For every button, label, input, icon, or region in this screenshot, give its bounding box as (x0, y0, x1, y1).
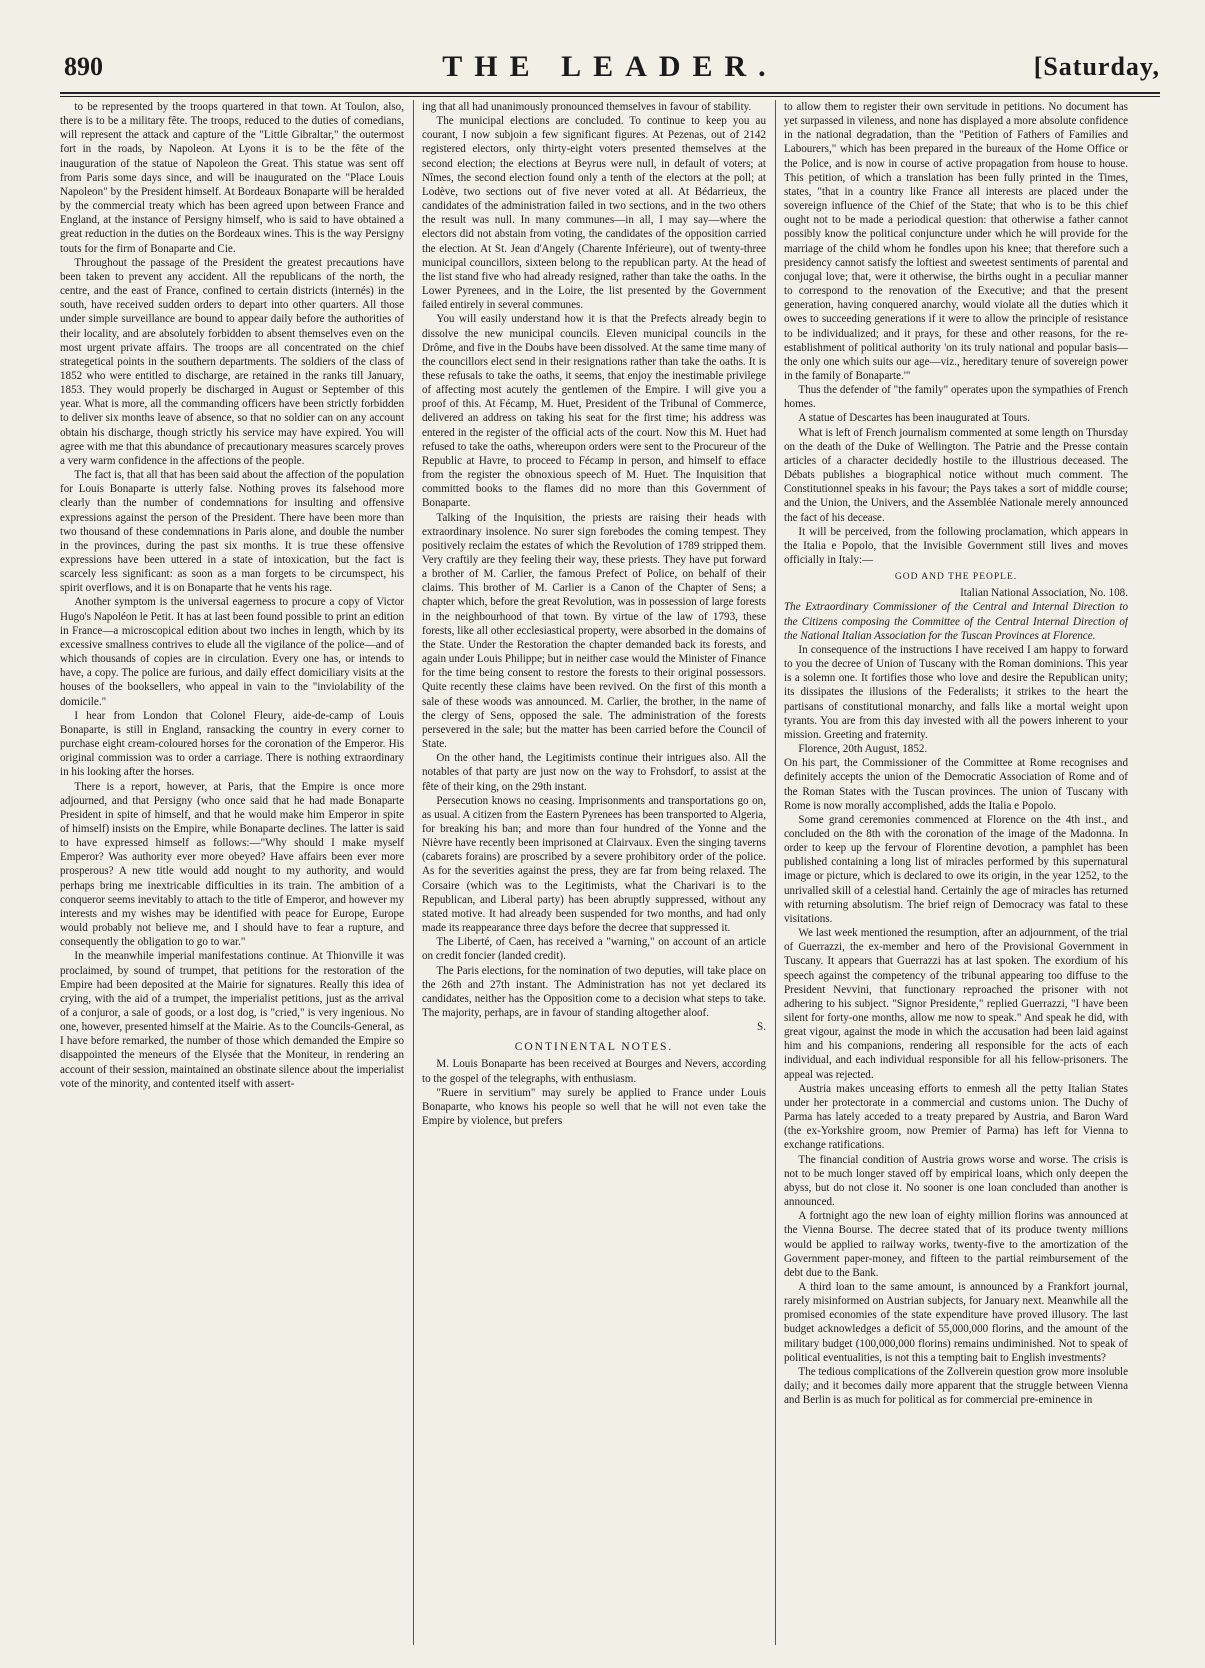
paragraph: Thus the defender of "the family" operates upon the sympathies of French homes. (784, 384, 1128, 411)
masthead (60, 48, 1160, 88)
paragraph: You will easily understand how it is that the Prefects already begin to dissolve the new municipal councils. Eleven municipal councils in the Drôme, and five in the Doubs have been dissolved. At the same time many of the councillors elect send in their resignations rather than take the oaths. It is these refusals to take the oaths, it seems, that enjoy the inestimable privilege of affecting most acutely the gentlemen of the Empire. I will give you a proof of this. At Fécamp, M. Huet, President of the Tribunal of Commerce, delivered an address on taking his seat for the first time; his address was entered in the register of the official acts of the court. Now this M. Huet had refused to take the oaths, whereupon orders were sent to the Procureur of the Republic at Havre, to proceed to Fécamp in person, and himself to efface from the register the obnoxious speech of M. Huet. The Inquisition that committed books to the flames did no more than this Government of Bonaparte. (422, 313, 766, 510)
column-1 (60, 100, 404, 1645)
paragraph: It will be perceived, from the following proclamation, which appears in the Italia e Popolo, that the Invisible Government still lives and moves officially in Italy:— (784, 525, 1128, 566)
paragraph: On his part, the Commissioner of the Committee at Rome recognises and definitely accepts the union of the Democratic Association of Rome and of the Roman States with the Tuscan provinces. The union of Tuscany with Rome is now morally accomplished, adds the Italia e Popolo. (784, 757, 1128, 812)
proclamation-direction: The Extraordinary Commissioner of the Central and Internal Direction to the Citizens composing the Committee of the Central Internal Direction of the National Italian Association for the Tuscan Provinces at Florence. (784, 601, 1128, 642)
header-rule (60, 92, 1160, 94)
paragraph: There is a report, however, at Paris, that the Empire is once more adjourned, and that Persigny (who once said that he had made Bonaparte President in spite of himself, and that he would make him Emperor in spite of himself) insists on the Empire, while Bonaparte declines. The latter is said to have expressed himself as follows:—"Why should I make myself Emperor? Was authority ever more obeyed? Have affairs been ever more prosperous? A new title would add nought to my authority, and would perhaps bring me inextricable difficulties in its train. The ambition of a conqueror seems inevitably to attach to the title of Emperor, and however my interests and my wishes may be identified with peace for Europe, Europe would probably not believe me, and I should have to fear a rupture, and consequently the obligation to go to war." (60, 780, 404, 949)
paragraph: Talking of the Inquisition, the priests are raising their heads with extraordinary insolence. No surer sign forebodes the coming tempest. They positively reclaim the estates of which the Revolution of 1789 stripped them. Very craftily are they feeling their way, these priests. They have put forward a brother of M. Carlier, the famous Prefect of Police, on behalf of their claims. This brother of M. Carlier is a Canon of the Chapter of Sens; a chapter which, before the great Revolution, was in possession of large forests in the neighbourhood of that town. By virtue of the law of 1793, these forests, like all other ecclesiastical property, were absorbed in the domains of the State. Under the Restoration the chapter demanded back its forests, and again under Louis Philippe; but in neither case would the Minister of Finance for the time being consent to restore the forests to their original possessors. Quite recently these claims have been revived. On the first of this month a sale of these woods was announced. M. Carlier, the brother, in the name of the clergy of Sens, opposed the sale. The administration of the forests persevered in the sale; but the matter has been carried before the Council of State. (422, 511, 766, 751)
paragraph: On the other hand, the Legitimists continue their intrigues also. All the notables of that party are just now on the way to Frohsdorf, to assist at the fête of their king, on the 29th instant. (422, 752, 766, 793)
paragraph: M. Louis Bonaparte has been received at Bourges and Nevers, according to the gospel of the telegraphs, with enthusiasm. (422, 1058, 766, 1085)
column-3 (784, 100, 1128, 1645)
paragraph: The fact is, that all that has been said about the affection of the population for Louis Bonaparte is utterly false. Nothing proves its falsehood more clearly than the number of condemnations for insulting and offensive expressions against the person of the President. There have been more than two thousand of these condemnations in Paris alone, and double the number in the provinces, during the past six months. It is true these offensive expressions have been uttered in a state of intoxication, but the fact is scarcely less significant: as soon as a man forgets to be circumspect, his spirit overflows, and it is on Bonaparte that he vents his rage. (60, 469, 404, 595)
paragraph: The tedious complications of the Zollverein question grow more insoluble daily; and it becomes daily more apparent that the struggle between Vienna and Berlin is as much for political as for commercial pre-eminence in (784, 1365, 1128, 1407)
paragraph: Persecution knows no ceasing. Imprisonments and transportations go on, as usual. A citizen from the Eastern Pyrenees has been transported to Algeria, for breaking his ban; and more than four hundred of the Yonne and the Nièvre have recently been imprisoned at Clairvaux. Even the singing taverns (cabarets forains) are proscribed by a severe prohibitory order of the police. As for the severities against the press, they are far from being relaxed. The Corsaire (which was to the Legitimists, what the Charivari is to the Republican, and Liberal party) has been abruptly suppressed, without any stated motive. It had already been suspended for two months, and had only made its reappearance three days before the decree that suppressed it. (422, 794, 766, 935)
paragraph: I hear from London that Colonel Fleury, aide-de-camp of Louis Bonaparte, is still in England, ransacking the country in every corner to purchase eight cream-coloured horses for the coronation of the Emperor. His original commission was to order a carriage. There is nothing extraordinary in his looking after the horses. (60, 709, 404, 779)
paragraph: to allow them to register their own servitude in petitions. No document has yet surpassed in vileness, and none has displayed a more absolute confidence in the national degradation, than the "Petition of Fathers of Families and Labourers," which has been prepared in the bureaux of the Home Office or the Police, and is now in course of active propagation from house to house. This petition, of which a translation has been fully printed in the Times, states, "that in a country like France all interests are placed under the sovereign influence of the Chief of the State; that who is to be this chief ought not to be made a periodical question: that otherwise a father cannot possibly know the political conjuncture under which he will provide for the marriage of the child whom he fondles upon his knee; that therefore such a presidency cannot satisfy the loftiest and sweetest sentiments of parental and conjugal love; that, were it otherwise, the births ought in a peculiar manner to correspond to the renovation of the Executive; and that the present generation, having conquered anarchy, would violate all the duties which it owes to succeeding generations if it were to allow the principle of resistance to be individualized; and it prays, for these and other reasons, for the re-establishment of political authority 'on its truly national and popular basis—the only one which suits our age—viz., hereditary tenure of sovereign power in the family of Bonaparte.'" (784, 101, 1128, 382)
paragraph: Throughout the passage of the President the greatest precautions have been taken to prevent any accident. All the republicans of the north, the centre, and the east of France, confined to certain districts (internés) in the south, have received sudden orders to depart into other quarters. All those under simple surveillance are bound to appear daily before the authorities of their locality, and are absolutely forbidden to absent themselves even on the most urgent private affairs. The troops are all concentrated on the chief strategetical points in the southern departments. The soldiers of the class of 1852 who were entitled to discharge, are retained in the ranks till January, 1853. They would properly be discharged in August or September of this year. What is more, all the commanding officers have been strictly forbidden to deliver six months leave of absence, so that no soldier can on any account obtain his discharge, though strictly his service may have expired. You will agree with me that this abundance of precautionary measures scarcely proves a very warm confidence in the affections of the people. (60, 256, 404, 467)
paragraph: "Ruere in servitium" may surely be applied to France under Louis Bonaparte, who knows his people so well that he will not even take the Empire by violence, but prefers (422, 1086, 766, 1128)
proclamation-body: In consequence of the instructions I have received I am happy to forward to you the decree of Union of Tuscany with the Roman dominions. This year is a solemn one. It fortifies those who love and desire the Republican unity; its dissipates the illusions of the Federalists; it strikes to the heart the partisans of constitutional monarchy, and falls like a mortal weight upon tyrants. You are from this day invested with all the powers inherent to your mission. Greeting and fraternity. (784, 643, 1128, 741)
paragraph: What is left of French journalism commented at some length on Thursday on the death of the Duke of Wellington. The Patrie and the Presse contain articles of a character decidedly hostile to the illustrious deceased. The Débats publishes a biographical notice without much comment. The Constitutionnel speaks in his favour; the Pays takes a sort of middle course; and the Union, the Univers, and the Assemblée Nationale merely announced the fact of his decease. (784, 426, 1128, 524)
proclamation-dateline: Florence, 20th August, 1852. (798, 743, 928, 756)
section-heading: CONTINENTAL NOTES. (514, 1041, 674, 1054)
paragraph: The Paris elections, for the nomination of two deputies, will take place on the 26th and 27th instant. The Administration has not yet declared its candidates, neither has the Opposition come to a decision what steps to take. The majority, perhaps, are in favour of standing altogether aloof. (422, 964, 766, 1019)
header-rule-thin (60, 96, 1160, 97)
proclamation-association: Italian National Association, No. 108. (960, 587, 1128, 600)
correspondent-signature: S. (757, 1021, 766, 1034)
paragraph: The financial condition of Austria grows worse and worse. The crisis is not to be much longer staved off by empirical loans, which only deepen the abyss, but do not close it. No sooner is one loan concluded than another is announced. (784, 1153, 1128, 1209)
paragraph: A statue of Descartes has been inaugurated at Tours. (798, 412, 1031, 425)
paragraph: ing that all had unanimously pronounced themselves in favour of stability. (422, 101, 752, 113)
column-divider (775, 100, 776, 1645)
column-divider (413, 100, 414, 1645)
issue-day: [Saturday, (1033, 52, 1160, 81)
paragraph: A fortnight ago the new loan of eighty million florins was announced at the Vienna Bourse. The decree stated that of its produce twenty millions would be applied to railway works, twenty-five to the amortization of the Government paper-money, and fifteen to the partial reimbursement of the debt due to the Bank. (784, 1210, 1128, 1279)
paragraph: In the meanwhile imperial manifestations continue. At Thionville it was proclaimed, by sound of trumpet, that petitions for the restoration of the Empire had been deposited at the Mairie for signatures. Really this idea of crying, with the aid of a trumpet, the imperialist petitions, just as the arrival of a conjuror, a sale of goods, or a lost dog, is "cried," is very ingenious. No one, however, presented himself at the Mairie. As to the Councils-General, as I have before remarked, the number of those which demanded the Empire so disappointed the meneurs of the Elysée that the Moniteur, in rendering an account of their session, maintained an obstinate silence about the imperialist vote of the minority, and contented itself with assert- (60, 950, 404, 1090)
paragraph: to be represented by the troops quartered in that town. At Toulon, also, there is to be a military fête. The troops, reduced to the duties of comedians, will represent the attack and capture of the "Little Gibraltar," the outermost fort in the roads, by Napoleon. At Lyons it is to be the fête of the inauguration of the statue of Napoleon the Great. This statue was sent off from Paris some days since, and will be inaugurated on the "Place Louis Napoleon" by the President himself. At Bordeaux Bonaparte will be heralded by the commercial treaty which has been agreed upon between France and England, at the instance of Persigny himself, who is said to have obtained a great reduction in the duties on the Bordeaux wines. This is the way Persigny touts for the firm of Bonaparte and Cie. (60, 101, 404, 255)
paragraph: The municipal elections are concluded. To continue to keep you au courant, I now subjoin a few significant figures. At Pezenas, out of 2142 registered electors, only thirty-eight voters presented themselves at the second election; the elections at Beyrus were null, in default of voters; at Nîmes, the second election found only a tenth of the electors at the poll; at Lodève, two sections out of five never voted at all. At Bédarrieux, the candidates of the administration failed in two sections, and in the two others the result was null. In many communes—in all, I may say—where the electors did not abstain from voting, the candidates of the opposition carried the election. At St. Jean d'Angely (Charente Inférieure), out of twenty-three municipal councillors, sixteen belong to the republican party. At the head of the list stand five who had already resigned, rather than take the oaths. In the Lower Pyrenees, and in the Loire, the list presented by the Government failed entirely in several communes. (422, 115, 766, 312)
paragraph: The Liberté, of Caen, has received a "warning," on account of an article on credit foncier (landed credit). (422, 936, 766, 963)
article-columns (60, 100, 1160, 1645)
paragraph: Another symptom is the universal eagerness to procure a copy of Victor Hugo's Napoléon le Petit. It has at last been found possible to print an edition in France—a microscopical edition about two inches in length, which by its excessive smallness contrives to elude all the vigilance of the police—and of which thousands of copies are in circulation. Every one has, or intends to have, a copy. The police are furious, and daily effect domiciliary visits at the houses of the booksellers, who appeal in vain to the "inviolability of the domicile." (60, 596, 404, 708)
newspaper-title: THE LEADER. (442, 50, 778, 83)
paragraph: We last week mentioned the resumption, after an adjournment, of the trial of Guerrazzi, the ex-member and hero of the Provisional Government in Tuscany. It appears that Guerrazzi has at last spoken. The exordium of his speech against the competency of the tribunal appearing too diffuse to the President Nevvini, that functionary reproached the prisoner with not adhering to his subject. "Signor Presidente," replied Guerrazzi, "I have been silent for forty-one months, allow me now to speak." And speak he did, with great vigour, against the mode in which the accusation had been laid against him and his companions, rendering all responsible for the acts of each individual, and each individual responsible for all his fellow-prisoners. The appeal was rejected. (784, 927, 1128, 1081)
paragraph: Some grand ceremonies commenced at Florence on the 4th inst., and concluded on the 8th with the coronation of the image of the Madonna. In order to keep up the fervour of Florentine devotion, a pamphlet has been published containing a long list of miracles performed by this supernatural image or picture, which is declared to owe its origin, in the year 1252, to the unrivalled skill of a celestial hand. Certainly the age of miracles has returned with returning absolutism. The brief reign of Democracy was fatal to these visitations. (784, 813, 1128, 925)
paragraph: Austria makes unceasing efforts to enmesh all the petty Italian States under her protectorate in a commercial and customs union. The Duchy of Parma has lately acceded to a treaty prepared by Austria, and Baron Ward (the ex-Yorkshire groom, now Premier of Parma) has left for Vienna to exchange ratifications. (784, 1082, 1128, 1152)
page-number: 890 (64, 52, 103, 81)
proclamation-heading: GOD AND THE PEOPLE. (894, 572, 1018, 583)
column-2 (422, 100, 766, 1645)
paragraph: A third loan to the same amount, is announced by a Frankfort journal, rarely misinformed on Austrian subjects, for January next. Meanwhile all the promised economies of the state expenditure have proved illusory. The last budget acknowledges a deficit of 55,000,000 florins, and the amount of the military budget (100,000,000 florins) remains undiminished. Not to speak of political eventualities, is not this a tempting bait to English investments? (784, 1280, 1128, 1364)
